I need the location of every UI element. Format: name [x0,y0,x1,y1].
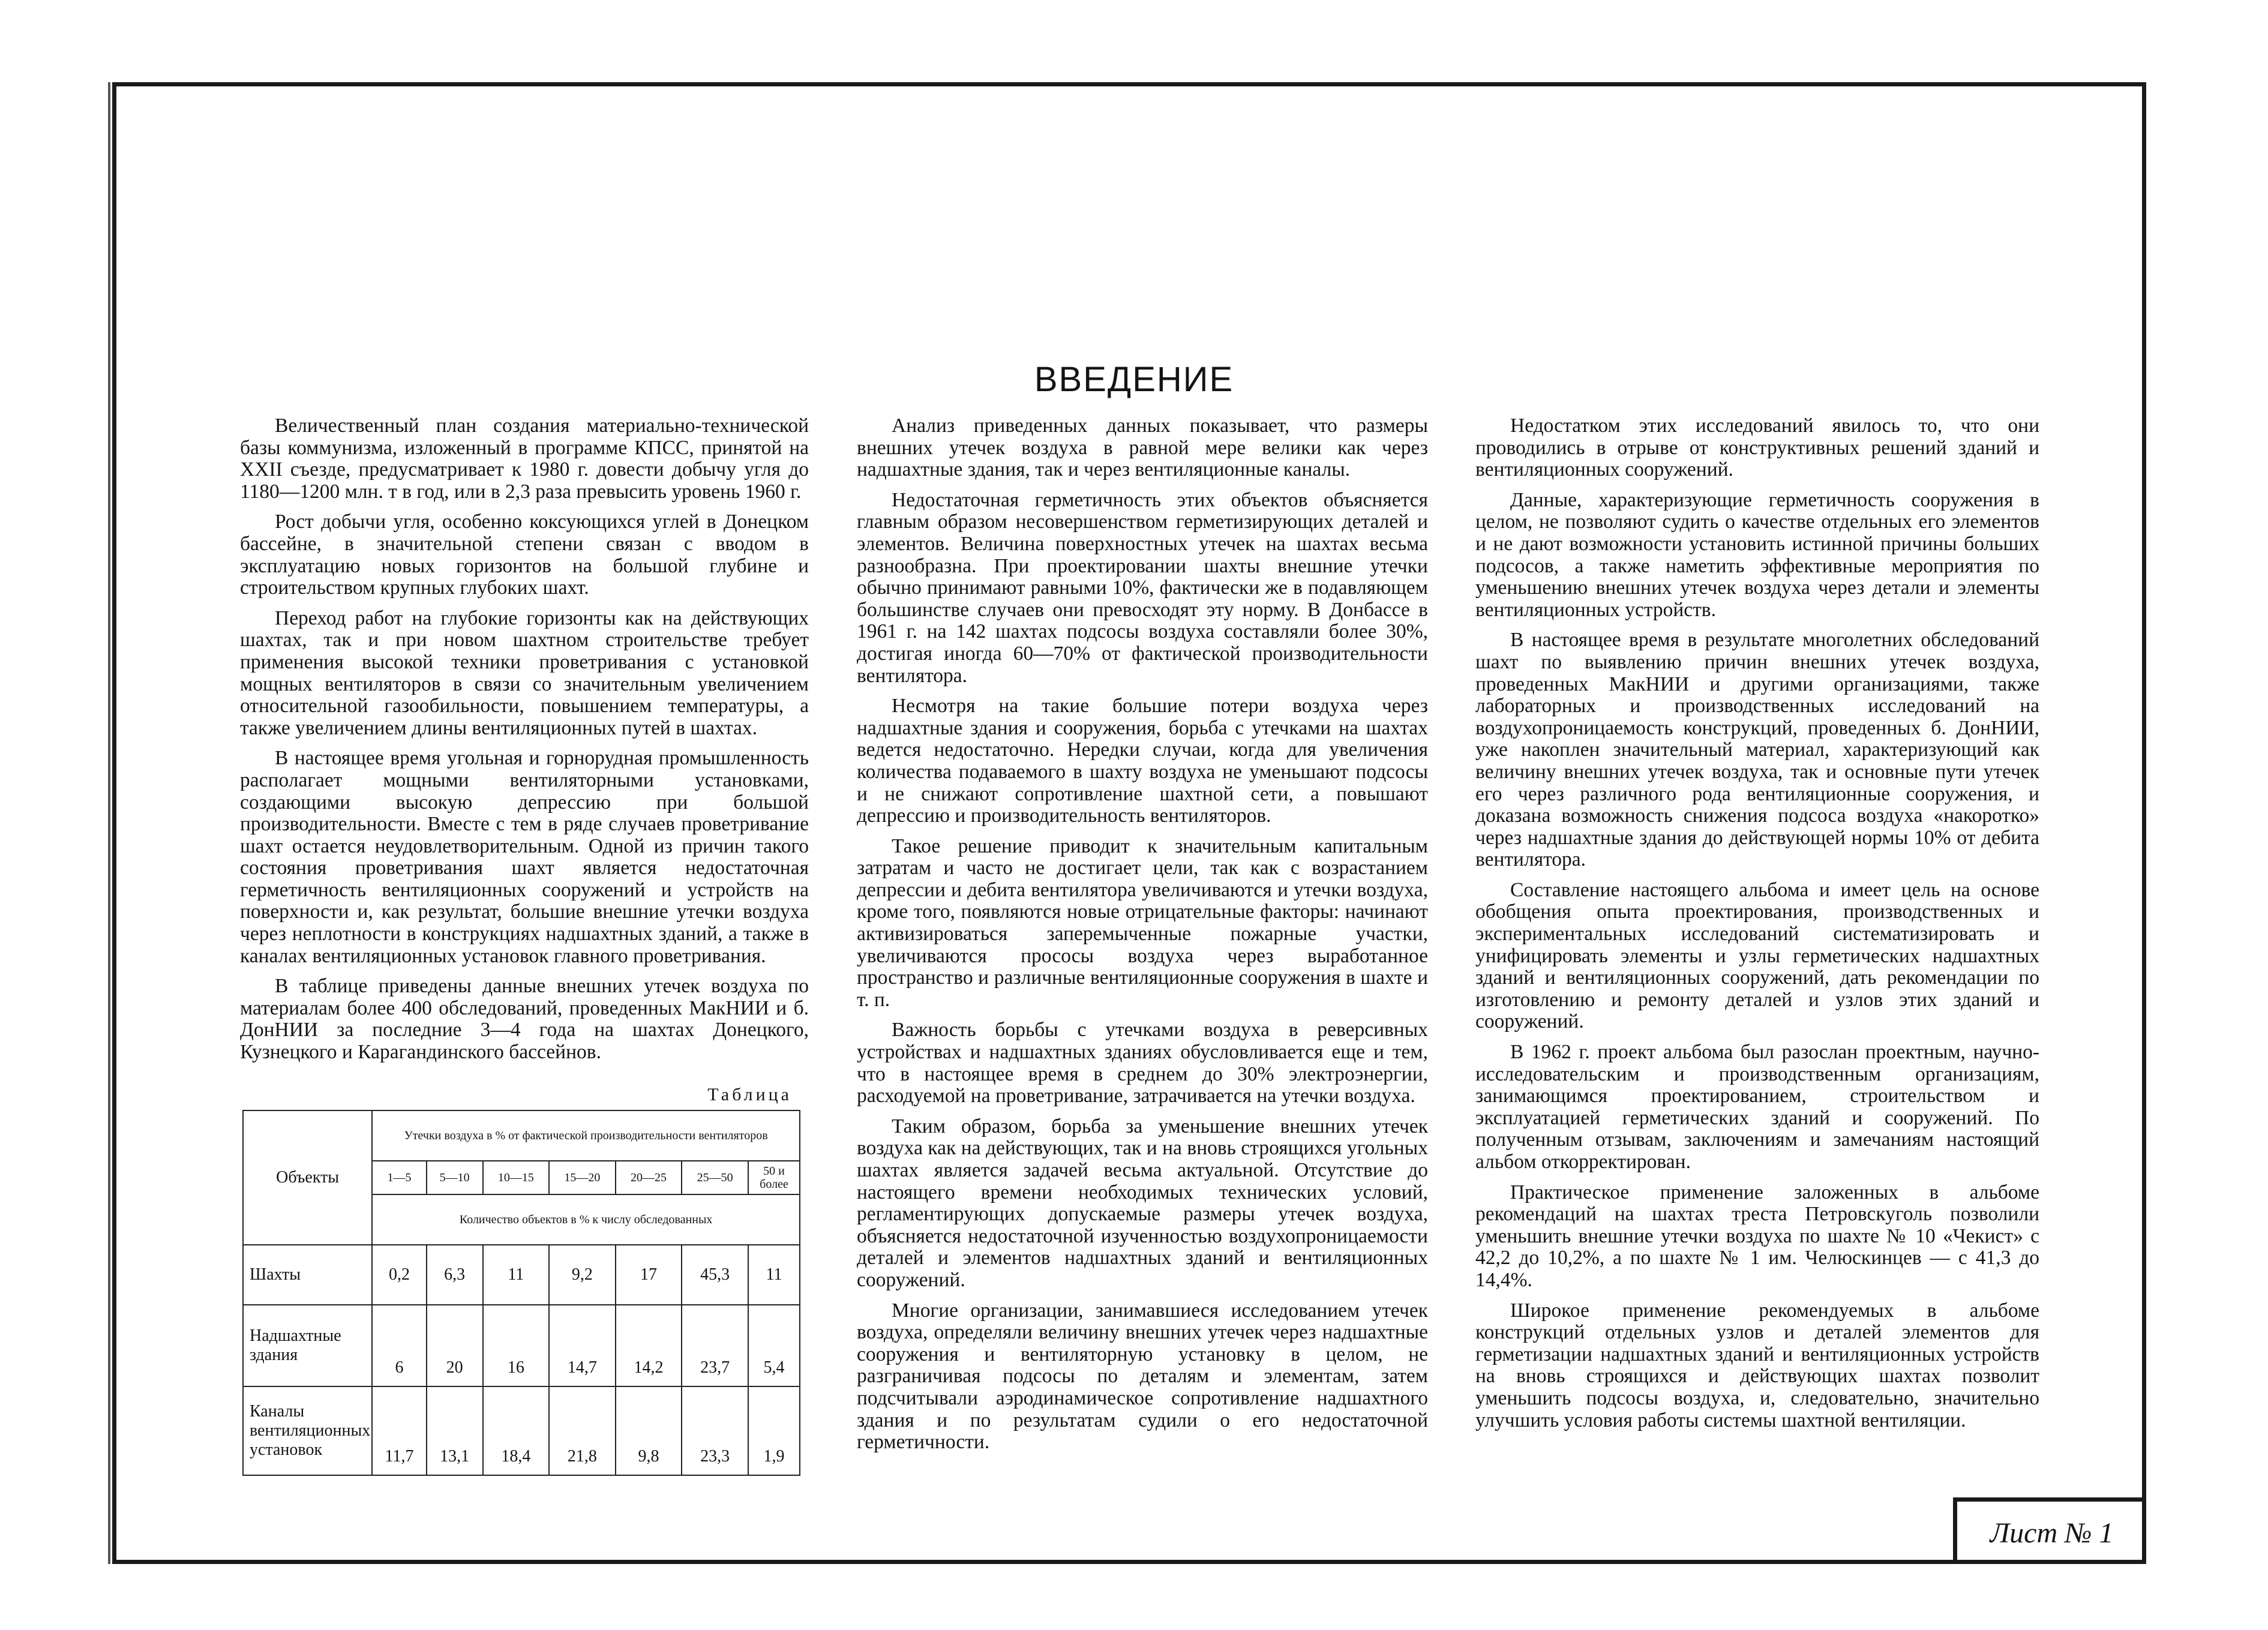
group-header: Утечки воздуха в % от фактической производительности вентиляторов [372,1110,800,1161]
range-header: 50 и более [748,1161,800,1194]
cell: 45,3 [682,1245,748,1305]
paragraph: Такое решение приводит к значительным капитальным затратам и часто не достигает цели, так как с возрастанием депрессии и дебита вентилятора увеличиваются и утечки воздуха, кроме того, появляются новые отрицательные факторы: начинают активизироваться заперемыченные пожарные участки, увеличиваются прососы воздуха через выработанное пространство и различные вентиляционные сооружения в шахте и т. п. [857,834,1428,1011]
cell: 17 [616,1245,682,1305]
paragraph: Широкое применение рекомендуемых в альбоме конструкций отдельных узлов и деталей элементов для герметизации надшахтных зданий и вентиляционных устройств на вновь строящихся и действующих шахтах позволит уменьшить подсосы воздуха, и, следовательно, значительно улучшить условия работы системы шахтной вентиляции. [1475,1299,2039,1431]
cell: 20 [427,1305,483,1386]
paragraph: В настоящее время угольная и горнорудная промышленность располагает мощными вентиляторными установками, создающими высокую депрессию при большой производительности. Вместе с тем в ряде случаев проветривание шахт остается неудовлетворительным. Одной из причин такого состояния проветривания шахт является недостаточная герметичность вентиляционных сооружений и устройств на поверхности и, как результат, большие внешние утечки воздуха через неплотности в конструкциях надшахтных зданий, а также в каналах вентиляционных установок главного проветривания. [240,747,809,967]
range-header: 15—20 [549,1161,616,1194]
cell: 11,7 [372,1386,426,1475]
table-row [243,1245,800,1305]
objects-header: Объекты [243,1110,372,1245]
cell: 11 [483,1245,550,1305]
table-row [243,1386,800,1475]
row-label: Каналы вентиляционных установок [243,1386,372,1475]
paragraph: В настоящее время в результате многолетних обследований шахт по выявлению причин внешних утечек воздуха, проведенных МакНИИ и другими организациями, также лабораторных и производственных исследований на воздухопроницаемость конструкций, проведенных б. ДонНИИ, уже накоплен значительный материал, характеризующий как величину внешних утечек воздуха, так и основные пути утечек его через различного рода вентиляционные сооружения, и доказана возможность снижения подсоса воздуха «накоротко» через надшахтные здания до действующей нормы 10% от дебита вентилятора. [1475,629,2039,871]
paragraph: Анализ приведенных данных показывает, что размеры внешних утечек воздуха в равной мере велики как через надшахтные здания, так и через вентиляционные каналы. [857,415,1428,481]
cell: 9,8 [616,1386,682,1475]
cell: 16 [483,1305,550,1386]
paragraph: Недостатком этих исследований явилось то, что они проводились в отрыве от конструктивных решений зданий и вентиляционных сооружений. [1475,415,2039,481]
page-title: ВВЕДЕНИЕ [1034,359,1234,399]
paragraph: Составление настоящего альбома и имеет цель на основе обобщения опыта проектирования, производственных и экспериментальных исследований систематизировать и унифицировать элементы и узлы герметических надшахтных зданий и вентиляционных сооружений, дать рекомендации по изготовлению и ремонту деталей и узлов этих зданий и сооружений. [1475,878,2039,1033]
paragraph: Данные, характеризующие герметичность сооружения в целом, не позволяют судить о качестве отдельных его элементов и не дают возможности установить истинной причины больших подсосов, а также наметить эффективные мероприятия по уменьшению внешних утечек воздуха через детали и элементы вентиляционных устройств. [1475,488,2039,621]
paragraph: Рост добычи угля, особенно коксующихся углей в Донецком бассейне, в значительной степени связан с вводом в эксплуатацию новых горизонтов на большой глубине и строительством крупных глубоких шахт. [240,511,809,599]
leak-data-table [242,1110,800,1476]
paragraph: Практическое применение заложенных в альбоме рекомендаций на шахтах треста Петровскуголь позволили уменьшить внешние утечки воздуха по шахте № 10 «Чекист» с 42,2 до 10,2%, а по шахте № 1 им. Челюскинцев — с 41,3 до 14,4%. [1475,1181,2039,1291]
paragraph: Многие организации, занимавшиеся исследованием утечек воздуха, определяли величину внешних утечек через надшахтные сооружения и вентиляторную установку в целом, не разграничивая подсосы по деталям и элементам, затем подсчитывали аэродинамическое сопротивление надшахтного здания и по результатам судили о его недостаточной герметичности. [857,1299,1428,1454]
cell: 6 [372,1305,426,1386]
paragraph: Переход работ на глубокие горизонты как на действующих шахтах, так и при новом шахтном строительстве требует применения высокой техники проветривания с установкой мощных вентиляторов в связи со значительным увеличением относительной газообильности, повышением температуры, а также увеличением длины вентиляционных путей в шахтах. [240,607,809,739]
cell: 1,9 [748,1386,800,1475]
range-header: 1—5 [372,1161,426,1194]
cell: 14,2 [616,1305,682,1386]
paragraph: В таблице приведены данные внешних утечек воздуха по материалам более 400 обследований, проведенных МакНИИ и б. ДонНИИ за последние 3—4 года на шахтах Донецкого, Кузнецкого и Карагандинского бассейнов. [240,975,809,1064]
cell: 14,7 [549,1305,616,1386]
frame-left-edge [108,82,110,1564]
cell: 23,3 [682,1386,748,1475]
cell: 0,2 [372,1245,426,1305]
cell: 13,1 [427,1386,483,1475]
sheet-number: Лист № 1 [1990,1517,2114,1549]
text-column-3 [1475,415,2039,1440]
table-caption: Таблица [707,1085,792,1104]
cell: 9,2 [549,1245,616,1305]
cell: 18,4 [483,1386,550,1475]
range-header: 10—15 [483,1161,550,1194]
text-column-2 [857,415,1428,1462]
subheader: Количество объектов в % к числу обследованных [372,1194,800,1245]
paragraph: В 1962 г. проект альбома был разослан проектным, научно-исследовательским и производственным организациям, занимающимся проектированием, строительством и эксплуатацией герметических зданий и сооружений. По полученным отзывам, заключениям и замечаниям настоящий альбом откорректирован. [1475,1041,2039,1173]
row-label: Шахты [243,1245,372,1305]
cell: 11 [748,1245,800,1305]
sheet-number-box [1953,1497,2146,1564]
range-header: 25—50 [682,1161,748,1194]
cell: 5,4 [748,1305,800,1386]
cell: 23,7 [682,1305,748,1386]
table-row [243,1305,800,1386]
cell: 21,8 [549,1386,616,1475]
paragraph: Недостаточная герметичность этих объектов объясняется главным образом несовершенством герметизирующих деталей и элементов. Величина поверхностных утечек на шахтах весьма разнообразна. При проектировании шахты внешние утечки обычно принимают равными 10%, фактически же в подавляющем большинстве случаев они превосходят эту норму. В Донбассе в 1961 г. на 142 шахтах подсосы воздуха составляли более 30%, достигая иногда 60—70% от фактической производительности вентилятора. [857,488,1428,687]
range-header: 20—25 [616,1161,682,1194]
paragraph: Несмотря на такие большие потери воздуха через надшахтные здания и сооружения, борьба с утечками на шахтах ведется недостаточно. Нередки случаи, когда для увеличения количества подаваемого в шахту воздуха не уменьшают подсосы и не снижают сопротивление шахтной сети, а повышают депрессию и производительность вентиляторов. [857,695,1428,827]
row-label: Надшахтные здания [243,1305,372,1386]
cell: 6,3 [427,1245,483,1305]
text-column-1 [240,415,809,1072]
range-header: 5—10 [427,1161,483,1194]
paragraph: Важность борьбы с утечками воздуха в реверсивных устройствах и надшахтных зданиях обусловливается еще и тем, что в настоящее время в среднем до 30% электроэнергии, расходуемой на проветривание, затрачивается на утечки воздуха. [857,1019,1428,1107]
paragraph: Таким образом, борьба за уменьшение внешних утечек воздуха как на действующих, так и на вновь строящихся угольных шахтах является задачей весьма актуальной. Отсутствие до настоящего времени необходимых технических условий, регламентирующих допускаемые размеры утечек воздуха, объясняется недостаточной изученностью воздухопроницаемости деталей и элементов надшахтных зданий и вентиляционных сооружений. [857,1115,1428,1291]
paragraph: Величественный план создания материально-технической базы коммунизма, изложенный в программе КПСС, принятой на XXII съезде, предусматривает к 1980 г. довести добычу угля до 1180—1200 млн. т в год, или в 2,3 раза превысить уровень 1960 г. [240,415,809,503]
